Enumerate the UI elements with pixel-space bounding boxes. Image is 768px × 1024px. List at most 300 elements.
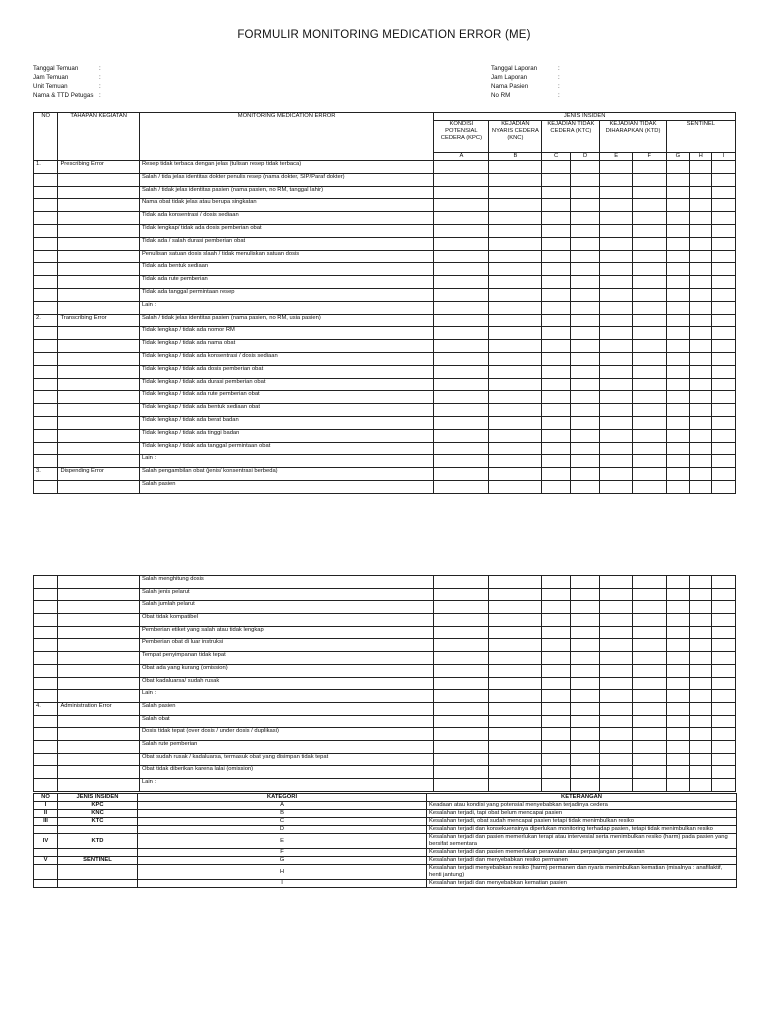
check-cell[interactable]	[666, 301, 689, 314]
check-cell[interactable]	[690, 614, 712, 627]
check-cell[interactable]	[434, 161, 489, 174]
check-cell[interactable]	[633, 455, 667, 468]
check-cell[interactable]	[633, 340, 667, 353]
check-cell[interactable]	[690, 690, 712, 703]
check-cell[interactable]	[600, 626, 633, 639]
check-cell[interactable]	[542, 173, 571, 186]
check-cell[interactable]	[434, 652, 489, 665]
check-cell[interactable]	[542, 626, 571, 639]
check-cell[interactable]	[434, 455, 489, 468]
check-cell[interactable]	[489, 455, 542, 468]
check-cell[interactable]	[570, 442, 600, 455]
check-cell[interactable]	[570, 690, 600, 703]
check-cell[interactable]	[600, 288, 633, 301]
check-cell[interactable]	[600, 391, 633, 404]
check-cell[interactable]	[489, 626, 542, 639]
check-cell[interactable]	[666, 404, 689, 417]
check-cell[interactable]	[666, 416, 689, 429]
check-cell[interactable]	[600, 442, 633, 455]
check-cell[interactable]	[600, 327, 633, 340]
check-cell[interactable]	[434, 779, 489, 792]
check-cell[interactable]	[633, 690, 667, 703]
check-cell[interactable]	[666, 715, 689, 728]
check-cell[interactable]	[570, 250, 600, 263]
check-cell[interactable]	[633, 161, 667, 174]
check-cell[interactable]	[690, 728, 712, 741]
check-cell[interactable]	[489, 753, 542, 766]
check-cell[interactable]	[600, 715, 633, 728]
check-cell[interactable]	[489, 250, 542, 263]
check-cell[interactable]	[570, 728, 600, 741]
check-cell[interactable]	[570, 352, 600, 365]
check-cell[interactable]	[542, 365, 571, 378]
check-cell[interactable]	[570, 677, 600, 690]
check-cell[interactable]	[434, 626, 489, 639]
check-cell[interactable]	[434, 404, 489, 417]
check-cell[interactable]	[600, 224, 633, 237]
check-cell[interactable]	[489, 352, 542, 365]
check-cell[interactable]	[690, 455, 712, 468]
check-cell[interactable]	[542, 263, 571, 276]
check-cell[interactable]	[542, 468, 571, 481]
check-cell[interactable]	[542, 779, 571, 792]
check-cell[interactable]	[570, 468, 600, 481]
check-cell[interactable]	[570, 199, 600, 212]
check-cell[interactable]	[690, 766, 712, 779]
check-cell[interactable]	[690, 161, 712, 174]
check-cell[interactable]	[690, 301, 712, 314]
check-cell[interactable]	[489, 779, 542, 792]
check-cell[interactable]	[489, 639, 542, 652]
check-cell[interactable]	[489, 442, 542, 455]
check-cell[interactable]	[712, 779, 736, 792]
check-cell[interactable]	[570, 186, 600, 199]
check-cell[interactable]	[434, 468, 489, 481]
check-cell[interactable]	[600, 263, 633, 276]
check-cell[interactable]	[666, 626, 689, 639]
check-cell[interactable]	[489, 199, 542, 212]
check-cell[interactable]	[712, 186, 736, 199]
check-cell[interactable]	[633, 327, 667, 340]
check-cell[interactable]	[666, 161, 689, 174]
check-cell[interactable]	[712, 161, 736, 174]
check-cell[interactable]	[600, 690, 633, 703]
check-cell[interactable]	[690, 378, 712, 391]
check-cell[interactable]	[690, 288, 712, 301]
check-cell[interactable]	[434, 601, 489, 614]
check-cell[interactable]	[666, 468, 689, 481]
check-cell[interactable]	[434, 212, 489, 225]
check-cell[interactable]	[690, 740, 712, 753]
check-cell[interactable]	[633, 614, 667, 627]
check-cell[interactable]	[633, 480, 667, 493]
check-cell[interactable]	[633, 677, 667, 690]
check-cell[interactable]	[712, 250, 736, 263]
check-cell[interactable]	[600, 212, 633, 225]
check-cell[interactable]	[489, 224, 542, 237]
check-cell[interactable]	[690, 173, 712, 186]
check-cell[interactable]	[434, 276, 489, 289]
check-cell[interactable]	[489, 301, 542, 314]
check-cell[interactable]	[570, 173, 600, 186]
check-cell[interactable]	[570, 664, 600, 677]
check-cell[interactable]	[690, 391, 712, 404]
check-cell[interactable]	[633, 468, 667, 481]
check-cell[interactable]	[570, 639, 600, 652]
check-cell[interactable]	[542, 753, 571, 766]
check-cell[interactable]	[542, 340, 571, 353]
check-cell[interactable]	[542, 404, 571, 417]
check-cell[interactable]	[570, 588, 600, 601]
check-cell[interactable]	[434, 588, 489, 601]
check-cell[interactable]	[434, 378, 489, 391]
check-cell[interactable]	[434, 639, 489, 652]
check-cell[interactable]	[633, 314, 667, 327]
check-cell[interactable]	[489, 186, 542, 199]
check-cell[interactable]	[712, 753, 736, 766]
check-cell[interactable]	[666, 352, 689, 365]
check-cell[interactable]	[633, 301, 667, 314]
check-cell[interactable]	[690, 664, 712, 677]
check-cell[interactable]	[600, 728, 633, 741]
check-cell[interactable]	[712, 576, 736, 589]
check-cell[interactable]	[542, 314, 571, 327]
check-cell[interactable]	[489, 690, 542, 703]
check-cell[interactable]	[570, 601, 600, 614]
check-cell[interactable]	[600, 652, 633, 665]
check-cell[interactable]	[542, 212, 571, 225]
check-cell[interactable]	[542, 199, 571, 212]
check-cell[interactable]	[690, 601, 712, 614]
check-cell[interactable]	[600, 639, 633, 652]
check-cell[interactable]	[712, 588, 736, 601]
check-cell[interactable]	[570, 652, 600, 665]
check-cell[interactable]	[542, 576, 571, 589]
check-cell[interactable]	[570, 480, 600, 493]
check-cell[interactable]	[690, 626, 712, 639]
check-cell[interactable]	[570, 416, 600, 429]
check-cell[interactable]	[434, 740, 489, 753]
check-cell[interactable]	[489, 173, 542, 186]
check-cell[interactable]	[542, 588, 571, 601]
check-cell[interactable]	[666, 639, 689, 652]
check-cell[interactable]	[633, 224, 667, 237]
check-cell[interactable]	[542, 250, 571, 263]
check-cell[interactable]	[489, 614, 542, 627]
check-cell[interactable]	[666, 199, 689, 212]
check-cell[interactable]	[434, 314, 489, 327]
check-cell[interactable]	[434, 352, 489, 365]
check-cell[interactable]	[570, 576, 600, 589]
check-cell[interactable]	[690, 327, 712, 340]
check-cell[interactable]	[712, 601, 736, 614]
check-cell[interactable]	[570, 161, 600, 174]
check-cell[interactable]	[690, 314, 712, 327]
check-cell[interactable]	[542, 442, 571, 455]
check-cell[interactable]	[600, 576, 633, 589]
check-cell[interactable]	[666, 429, 689, 442]
check-cell[interactable]	[712, 327, 736, 340]
check-cell[interactable]	[633, 186, 667, 199]
check-cell[interactable]	[600, 301, 633, 314]
check-cell[interactable]	[712, 702, 736, 715]
check-cell[interactable]	[633, 779, 667, 792]
check-cell[interactable]	[542, 690, 571, 703]
check-cell[interactable]	[712, 378, 736, 391]
check-cell[interactable]	[666, 779, 689, 792]
check-cell[interactable]	[600, 455, 633, 468]
check-cell[interactable]	[542, 429, 571, 442]
check-cell[interactable]	[542, 224, 571, 237]
check-cell[interactable]	[542, 715, 571, 728]
check-cell[interactable]	[633, 702, 667, 715]
check-cell[interactable]	[666, 664, 689, 677]
check-cell[interactable]	[633, 442, 667, 455]
check-cell[interactable]	[666, 480, 689, 493]
check-cell[interactable]	[666, 677, 689, 690]
check-cell[interactable]	[489, 391, 542, 404]
check-cell[interactable]	[434, 429, 489, 442]
check-cell[interactable]	[712, 365, 736, 378]
check-cell[interactable]	[690, 263, 712, 276]
check-cell[interactable]	[666, 378, 689, 391]
check-cell[interactable]	[712, 173, 736, 186]
check-cell[interactable]	[600, 276, 633, 289]
check-cell[interactable]	[489, 340, 542, 353]
check-cell[interactable]	[542, 766, 571, 779]
check-cell[interactable]	[600, 365, 633, 378]
check-cell[interactable]	[570, 327, 600, 340]
check-cell[interactable]	[600, 186, 633, 199]
check-cell[interactable]	[570, 276, 600, 289]
check-cell[interactable]	[600, 766, 633, 779]
check-cell[interactable]	[434, 614, 489, 627]
check-cell[interactable]	[712, 237, 736, 250]
check-cell[interactable]	[542, 186, 571, 199]
check-cell[interactable]	[666, 652, 689, 665]
check-cell[interactable]	[434, 690, 489, 703]
check-cell[interactable]	[690, 677, 712, 690]
check-cell[interactable]	[666, 740, 689, 753]
check-cell[interactable]	[712, 690, 736, 703]
check-cell[interactable]	[570, 391, 600, 404]
check-cell[interactable]	[690, 753, 712, 766]
check-cell[interactable]	[666, 340, 689, 353]
check-cell[interactable]	[542, 237, 571, 250]
check-cell[interactable]	[434, 365, 489, 378]
check-cell[interactable]	[570, 224, 600, 237]
check-cell[interactable]	[570, 237, 600, 250]
check-cell[interactable]	[690, 340, 712, 353]
check-cell[interactable]	[666, 766, 689, 779]
check-cell[interactable]	[434, 237, 489, 250]
check-cell[interactable]	[633, 588, 667, 601]
check-cell[interactable]	[712, 728, 736, 741]
check-cell[interactable]	[542, 702, 571, 715]
check-cell[interactable]	[570, 288, 600, 301]
check-cell[interactable]	[712, 429, 736, 442]
check-cell[interactable]	[489, 715, 542, 728]
check-cell[interactable]	[633, 199, 667, 212]
check-cell[interactable]	[570, 702, 600, 715]
check-cell[interactable]	[633, 664, 667, 677]
check-cell[interactable]	[600, 429, 633, 442]
check-cell[interactable]	[434, 715, 489, 728]
check-cell[interactable]	[600, 416, 633, 429]
check-cell[interactable]	[712, 224, 736, 237]
check-cell[interactable]	[633, 250, 667, 263]
check-cell[interactable]	[434, 766, 489, 779]
check-cell[interactable]	[633, 728, 667, 741]
check-cell[interactable]	[712, 480, 736, 493]
check-cell[interactable]	[600, 314, 633, 327]
check-cell[interactable]	[666, 690, 689, 703]
check-cell[interactable]	[434, 480, 489, 493]
check-cell[interactable]	[570, 314, 600, 327]
check-cell[interactable]	[489, 416, 542, 429]
check-cell[interactable]	[434, 301, 489, 314]
check-cell[interactable]	[434, 416, 489, 429]
check-cell[interactable]	[666, 365, 689, 378]
check-cell[interactable]	[666, 212, 689, 225]
check-cell[interactable]	[666, 288, 689, 301]
check-cell[interactable]	[712, 740, 736, 753]
check-cell[interactable]	[489, 766, 542, 779]
check-cell[interactable]	[633, 365, 667, 378]
check-cell[interactable]	[542, 288, 571, 301]
check-cell[interactable]	[666, 728, 689, 741]
check-cell[interactable]	[489, 576, 542, 589]
check-cell[interactable]	[666, 276, 689, 289]
check-cell[interactable]	[690, 779, 712, 792]
check-cell[interactable]	[434, 263, 489, 276]
check-cell[interactable]	[633, 352, 667, 365]
check-cell[interactable]	[434, 702, 489, 715]
check-cell[interactable]	[570, 715, 600, 728]
check-cell[interactable]	[542, 728, 571, 741]
check-cell[interactable]	[542, 301, 571, 314]
check-cell[interactable]	[690, 480, 712, 493]
check-cell[interactable]	[633, 753, 667, 766]
check-cell[interactable]	[489, 664, 542, 677]
check-cell[interactable]	[542, 161, 571, 174]
check-cell[interactable]	[434, 677, 489, 690]
check-cell[interactable]	[712, 340, 736, 353]
check-cell[interactable]	[600, 378, 633, 391]
check-cell[interactable]	[434, 327, 489, 340]
check-cell[interactable]	[712, 766, 736, 779]
check-cell[interactable]	[666, 601, 689, 614]
check-cell[interactable]	[600, 161, 633, 174]
check-cell[interactable]	[690, 652, 712, 665]
check-cell[interactable]	[712, 391, 736, 404]
check-cell[interactable]	[542, 327, 571, 340]
check-cell[interactable]	[666, 455, 689, 468]
check-cell[interactable]	[712, 455, 736, 468]
check-cell[interactable]	[570, 301, 600, 314]
check-cell[interactable]	[600, 601, 633, 614]
check-cell[interactable]	[489, 588, 542, 601]
check-cell[interactable]	[434, 186, 489, 199]
check-cell[interactable]	[633, 173, 667, 186]
check-cell[interactable]	[542, 601, 571, 614]
check-cell[interactable]	[570, 626, 600, 639]
check-cell[interactable]	[600, 614, 633, 627]
check-cell[interactable]	[600, 588, 633, 601]
check-cell[interactable]	[600, 340, 633, 353]
check-cell[interactable]	[600, 664, 633, 677]
check-cell[interactable]	[489, 365, 542, 378]
check-cell[interactable]	[633, 404, 667, 417]
check-cell[interactable]	[600, 779, 633, 792]
check-cell[interactable]	[690, 237, 712, 250]
check-cell[interactable]	[633, 715, 667, 728]
check-cell[interactable]	[666, 576, 689, 589]
check-cell[interactable]	[690, 588, 712, 601]
check-cell[interactable]	[690, 429, 712, 442]
check-cell[interactable]	[542, 614, 571, 627]
check-cell[interactable]	[542, 740, 571, 753]
check-cell[interactable]	[712, 199, 736, 212]
check-cell[interactable]	[712, 314, 736, 327]
check-cell[interactable]	[666, 186, 689, 199]
check-cell[interactable]	[542, 378, 571, 391]
check-cell[interactable]	[690, 250, 712, 263]
check-cell[interactable]	[666, 753, 689, 766]
check-cell[interactable]	[600, 468, 633, 481]
check-cell[interactable]	[690, 639, 712, 652]
check-cell[interactable]	[570, 614, 600, 627]
check-cell[interactable]	[690, 442, 712, 455]
check-cell[interactable]	[600, 199, 633, 212]
check-cell[interactable]	[434, 173, 489, 186]
check-cell[interactable]	[542, 664, 571, 677]
check-cell[interactable]	[570, 340, 600, 353]
check-cell[interactable]	[633, 652, 667, 665]
check-cell[interactable]	[489, 378, 542, 391]
check-cell[interactable]	[542, 639, 571, 652]
check-cell[interactable]	[666, 173, 689, 186]
check-cell[interactable]	[489, 327, 542, 340]
check-cell[interactable]	[633, 601, 667, 614]
check-cell[interactable]	[570, 365, 600, 378]
check-cell[interactable]	[489, 429, 542, 442]
check-cell[interactable]	[712, 288, 736, 301]
check-cell[interactable]	[489, 652, 542, 665]
check-cell[interactable]	[666, 588, 689, 601]
check-cell[interactable]	[570, 766, 600, 779]
check-cell[interactable]	[712, 352, 736, 365]
check-cell[interactable]	[489, 314, 542, 327]
check-cell[interactable]	[434, 199, 489, 212]
check-cell[interactable]	[489, 288, 542, 301]
check-cell[interactable]	[542, 677, 571, 690]
check-cell[interactable]	[434, 250, 489, 263]
check-cell[interactable]	[600, 677, 633, 690]
check-cell[interactable]	[633, 378, 667, 391]
check-cell[interactable]	[633, 416, 667, 429]
check-cell[interactable]	[570, 263, 600, 276]
check-cell[interactable]	[489, 237, 542, 250]
check-cell[interactable]	[712, 614, 736, 627]
check-cell[interactable]	[712, 212, 736, 225]
check-cell[interactable]	[542, 391, 571, 404]
check-cell[interactable]	[600, 173, 633, 186]
check-cell[interactable]	[489, 212, 542, 225]
check-cell[interactable]	[690, 186, 712, 199]
check-cell[interactable]	[712, 626, 736, 639]
check-cell[interactable]	[666, 237, 689, 250]
